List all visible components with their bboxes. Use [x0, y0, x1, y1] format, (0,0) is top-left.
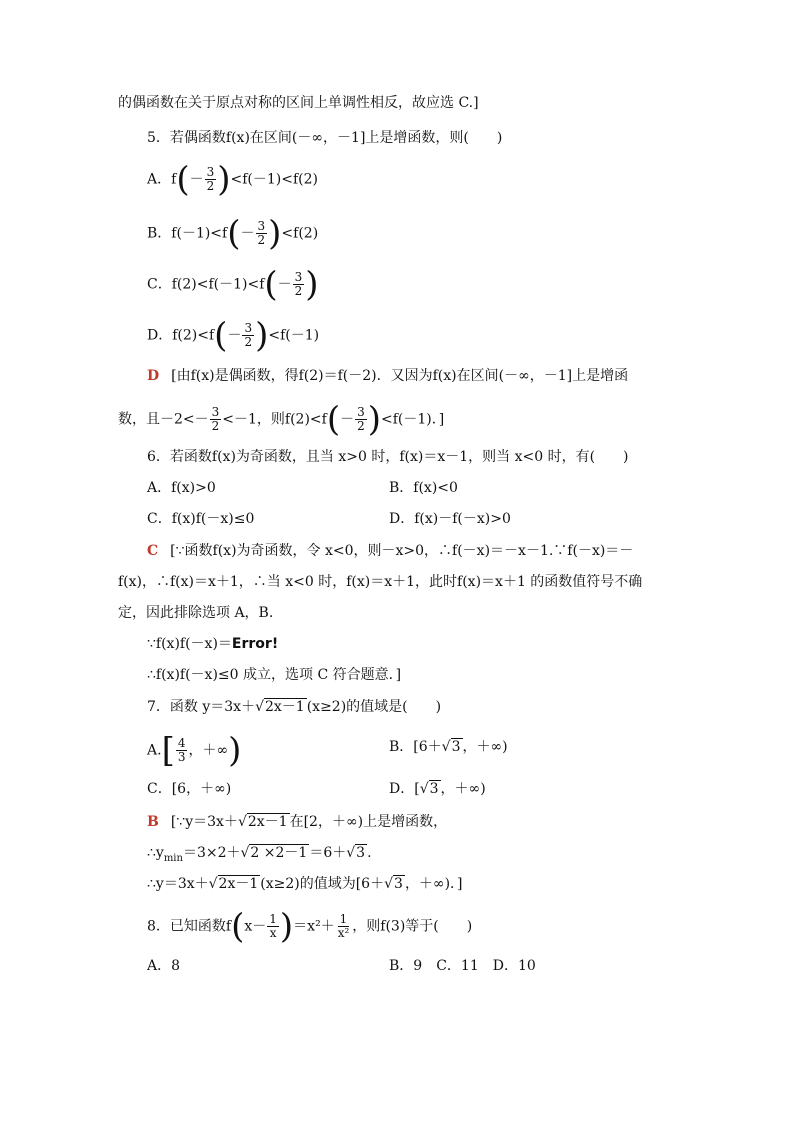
solution-text: 数，且－2<－ — [118, 411, 209, 428]
intro-line: 的偶函数在关于原点对称的区间上单调性相反，故应选 C.] — [118, 95, 479, 111]
solution-text: [∵函数f(x)为奇函数，令 x<0，则－x>0，∴f(－x)＝－x－1.∵f(－x)＝－ — [170, 543, 634, 559]
q5-option-c[interactable] — [147, 264, 319, 305]
sqrt-icon: √ — [441, 739, 451, 755]
stem-text: 8．已知函数f — [147, 918, 232, 935]
solution-text: . — [367, 845, 372, 861]
q5-stem: 5．若偶函数f(x)在区间(－∞，－1]上是增函数，则( ) — [147, 130, 503, 146]
solution-text: <f(－1)．] — [381, 411, 445, 428]
denominator: 2 — [206, 179, 215, 193]
q5-solution-line-2 — [118, 399, 445, 440]
minus: － — [189, 171, 204, 188]
radicand: 3 — [451, 739, 461, 755]
denominator: 2 — [357, 419, 365, 433]
radicand: 2 ×2－1 — [250, 845, 308, 861]
q6-option-a[interactable]: A．f(x)>0 — [147, 480, 216, 496]
subscript: min — [163, 852, 183, 864]
radicand: 3 — [394, 876, 403, 892]
sqrt-icon: √ — [237, 814, 247, 830]
sqrt-icon: √ — [208, 876, 218, 892]
q6-option-b[interactable]: B．f(x)<0 — [389, 480, 458, 496]
numerator: 3 — [206, 165, 215, 179]
q6-solution-line-2: f(x)，∴f(x)＝x＋1，∴当 x<0 时，f(x)＝x＋1，此时f(x)＝x＋1 的函数值符号不确 — [118, 574, 643, 590]
numerator: 3 — [244, 321, 253, 335]
solution-text: 在[2，＋∞)上是增函数， — [289, 814, 448, 830]
solution-text: <－1，则f(2)<f — [222, 411, 327, 428]
left-paren: ( — [227, 213, 241, 254]
right-paren: ) — [228, 730, 242, 771]
q6-solution-line-3: 定，因此排除选项 A，B. — [118, 605, 274, 621]
stem-text: ＝x²＋ — [293, 918, 335, 935]
solution-text: [∵y＝3x＋ — [170, 814, 238, 830]
right-paren: ) — [367, 399, 382, 440]
right-paren: ) — [217, 159, 231, 200]
fraction — [355, 406, 367, 433]
minus: － — [227, 327, 242, 344]
left-paren: ( — [326, 399, 341, 440]
right-paren: ) — [279, 906, 294, 947]
q7-option-d[interactable] — [389, 779, 486, 799]
minus: － — [340, 411, 355, 428]
option-letter: B． — [147, 225, 172, 242]
sqrt-icon: √ — [255, 699, 264, 715]
q6-option-c[interactable]: C．f(x)f(－x)≤0 — [147, 511, 255, 527]
expr-pre: f — [171, 171, 177, 188]
solution-text: [由f(x)是偶函数，得f(2)＝f(－2)．又因为f(x)在区间(－∞，－1]上是增函 — [171, 368, 629, 384]
numerator: 4 — [177, 736, 186, 750]
numerator: 3 — [257, 219, 266, 233]
q7-solution-line-3 — [147, 874, 463, 894]
fraction — [336, 913, 352, 940]
q6-solution-line-1 — [147, 541, 633, 561]
option-letter: C． — [147, 276, 172, 293]
q7-stem — [147, 697, 441, 717]
option-letter: D． — [147, 327, 173, 344]
solution-text: ＝6＋ — [309, 845, 347, 861]
expr-post: <f(－1)<f(2) — [230, 171, 318, 188]
right-paren: ) — [305, 264, 319, 305]
stem-text: x－ — [244, 918, 267, 935]
q6-option-d[interactable]: D．f(x)－f(－x)>0 — [389, 511, 511, 527]
denominator: 2 — [244, 335, 253, 349]
answer-letter: D — [147, 368, 160, 384]
q7-option-c[interactable]: C．[6，＋∞) — [147, 781, 232, 797]
denominator: 2 — [294, 284, 303, 298]
expr-pre: f(2)<f — [172, 327, 215, 344]
q7-solution-line-1 — [147, 812, 447, 832]
radicand: 3 — [356, 845, 366, 861]
q5-solution-line-1 — [147, 366, 628, 386]
q5-option-b[interactable] — [147, 213, 319, 254]
fraction — [267, 913, 279, 940]
radicand: 2x－1 — [247, 814, 288, 830]
solution-text: ，＋∞)．] — [404, 876, 463, 892]
q5-option-a[interactable] — [147, 159, 318, 200]
sqrt-icon: √ — [240, 845, 250, 861]
expr-pre: f(－1)<f — [171, 225, 228, 242]
numerator: 3 — [211, 405, 220, 419]
fraction — [256, 220, 268, 247]
left-paren: ( — [214, 315, 228, 356]
radicand: 2x－1 — [218, 876, 259, 892]
solution-text: (x≥2)的值域为[6＋ — [260, 876, 385, 892]
stem-text: (x≥2)的值域是( ) — [306, 699, 442, 715]
numerator: 3 — [357, 405, 365, 419]
error-text: Error! — [231, 636, 279, 652]
expr-post: <f(－1) — [268, 327, 320, 344]
option-text: ，＋∞ — [188, 742, 229, 759]
minus: － — [277, 276, 292, 293]
sqrt-icon: √ — [384, 876, 394, 892]
stem-text: 7．函数 y＝3x＋ — [147, 699, 256, 715]
left-paren: ( — [264, 264, 278, 305]
minus: － — [240, 225, 255, 242]
option-text: D．[ — [389, 781, 420, 797]
answer-letter: C — [147, 543, 159, 559]
stem-text: ，则f(3)等于( ) — [352, 918, 473, 935]
left-bracket: [ — [161, 730, 175, 771]
fraction — [242, 322, 254, 349]
q5-option-d[interactable] — [147, 315, 320, 356]
numerator: 1 — [269, 912, 277, 926]
right-paren: ) — [268, 213, 282, 254]
radicand: 3 — [429, 781, 439, 797]
denominator: 2 — [257, 233, 266, 247]
sqrt-icon: √ — [346, 845, 356, 861]
q8-option-a[interactable]: A．8 — [147, 958, 181, 974]
q8-options-bcd[interactable]: B．9 C．11 D．10 — [389, 958, 536, 974]
denominator: 3 — [177, 750, 186, 764]
right-paren: ) — [255, 315, 269, 356]
option-letter: A． — [147, 171, 172, 188]
option-text: ，＋∞) — [440, 781, 486, 797]
left-paren: ( — [176, 159, 190, 200]
solution-text: ＝3×2＋ — [182, 845, 241, 861]
option-text: B．[6＋ — [389, 739, 442, 755]
sqrt-icon: √ — [419, 781, 429, 797]
radicand: 2x－1 — [265, 699, 305, 715]
expr-post: <f(2) — [281, 225, 319, 242]
q7-solution-line-2 — [147, 843, 372, 869]
fraction — [210, 406, 222, 433]
answer-letter: B — [147, 814, 159, 830]
numerator: 3 — [294, 270, 303, 284]
q7-option-a[interactable] — [147, 730, 242, 771]
option-letter: A. — [147, 742, 162, 759]
solution-text: ∴y — [147, 845, 164, 861]
left-paren: ( — [231, 906, 245, 947]
expr-pre: f(2)<f(－1)<f — [171, 276, 265, 293]
q8-stem — [147, 906, 473, 947]
denominator: x — [269, 926, 277, 940]
denominator: x² — [337, 926, 350, 940]
denominator: 2 — [211, 419, 220, 433]
q6-solution-line-5: ∴f(x)f(－x)≤0 成立，选项 C 符合题意．] — [147, 667, 402, 683]
q7-option-b[interactable] — [389, 737, 508, 757]
fraction — [176, 737, 188, 764]
option-text: ，＋∞) — [462, 739, 508, 755]
q6-stem: 6．若函数f(x)为奇函数，且当 x>0 时，f(x)＝x－1，则当 x<0 时，有( ) — [147, 449, 629, 465]
solution-text: ∵f(x)f(－x)＝ — [147, 636, 232, 652]
numerator: 1 — [339, 912, 348, 926]
solution-text: ∴y＝3x＋ — [147, 876, 209, 892]
fraction — [293, 271, 305, 298]
fraction — [205, 166, 217, 193]
q6-solution-line-4 — [147, 634, 278, 654]
